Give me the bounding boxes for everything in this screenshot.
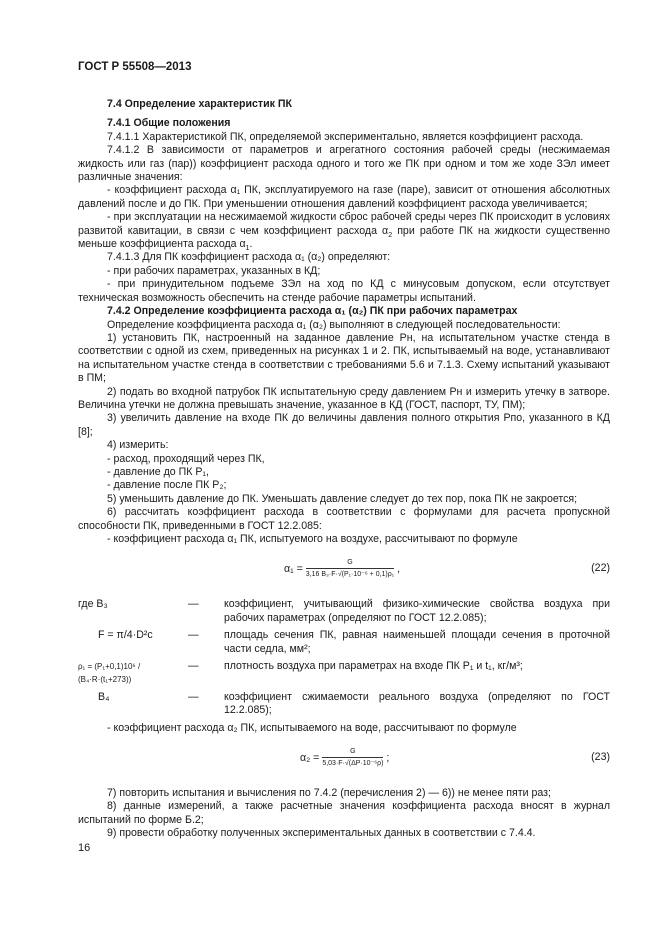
section-7-4-1-title: 7.4.1 Общие положения [107,117,231,130]
bullet-liquid: - при эксплуатации на несжимаемой жидкости сброс рабочей среды через ПК происходит в условиях развитой кавитации, в связи с чем коэффициент расхода $\alpha_2$ при работе ПК на жидкости существенно меньше коэффициента расхода $\alpha_1$. [78,211,610,253]
measure-flow: - расход, проходящий через ПК, [107,452,265,465]
equation-23 [78,745,610,779]
definition-f-text: площадь сечения ПК, равная наименьшей площади сечения в проточной части седла, мм²; [224,629,610,655]
measure-p1: - давление до ПК Р₁, [107,465,209,478]
definition-rho1 [78,660,610,687]
equation-23-tail: ; [386,751,390,764]
equation-22-denominator: 3,16 B₃·F·√(P₁·10⁻⁶ + 0,1)ρ₁ [305,571,395,579]
paragraph-7-4-1-2: 7.4.1.2 В зависимости от параметров и агрегатного состояния рабочей среды (несжимаемая жидкость или газ (пар)) коэффициент расхода одного и того же ПК при одном и том же ходе ЗЭл имеет различные значения: [78,144,610,184]
step-4: 4) измерить: [107,439,169,452]
equation-22-numerator: G [306,558,394,569]
equation-22-fraction [306,558,394,580]
equation-23-lhs: α₂ = [300,751,320,764]
step-6: 6) рассчитать коэффициент расхода в соответствии с формулами для расчета пропускной способности ПК, приведенными в ГОСТ 12.2.085: [78,506,610,532]
step-3: 3) увеличить давление на входе ПК до величины давления полного открытия Рпо, указанного в КД [8]; [78,412,610,438]
equation-23-numerator: G [322,747,383,758]
step-9: 9) провести обработку полученных экспериментальных данных в соответствии с 7.4.4. [107,827,536,840]
section-7-4-2-title: 7.4.2 Определение коэффициента расхода α₁ (α₂) ПК при рабочих параметрах [107,305,518,318]
definition-b4-text: коэффициент сжимаемости реального воздуха (определяют по ГОСТ 12.2.085); [224,690,610,717]
water-coefficient-text: - коэффициент расхода α₂ ПК, испытываемого на воде, рассчитывают по формуле [107,721,517,734]
paragraph-7-4-1-3: 7.4.1.3 Для ПК коэффициент расхода α₁ (α₂) определяют: [107,251,391,264]
symbol-b3: где B₃ [78,598,108,611]
definition-dash: — [188,598,199,611]
step-8: 8) данные измерений, а также расчетные значения коэффициента расхода вносят в журнал испытаний по форме Б.2; [78,800,610,826]
equation-22-lhs: α₁ = [284,563,303,576]
equation-22-tail: , [397,563,401,576]
step-5: 5) уменьшить давление до ПК. Уменьшать давление следует до тех пор, пока ПК не закроется; [107,492,578,505]
document-code-header: ГОСТ Р 55508—2013 [78,61,192,73]
variable-definitions [78,598,610,717]
equation-23-number: (23) [591,751,610,764]
definition-rho1-text: плотность воздуха при параметрах на входе ПК P₁ и t₁, кг/м³; [224,660,523,673]
bullet-gas: - коэффициент расхода α₁ ПК, эксплуатируемого на газе (паре), зависит от отношения абсолютных давлений после и до ПК. При уменьшении отношения давлений коэффициент расхода увеличивается; [78,184,610,210]
step-1: 1) установить ПК, настроенный на заданное давление Рн, на испытательном участке стенда в соответствии с одной из схем, приведенных на рисунках 1 и 2. ПК, испытываемый на воде, устанавливают на испытательном участке стенда в соответствии с требованиями 5.6 и 7.1.3. Схему испытаний указывают в ПМ; [78,331,610,385]
bullet-working-params: - при рабочих параметрах, указанных в КД; [107,264,321,277]
definition-dash: — [188,690,199,703]
page-number: 16 [78,842,91,854]
definition-dash: — [188,660,199,673]
equation-22 [78,556,610,590]
step-7: 7) повторить испытания и вычисления по 7.4.2 (перечисления 2) — 6)) не менее пяти раз; [107,787,551,800]
page-body [78,92,610,841]
equation-23-denominator: 5,03·F·√(ΔP·10⁻⁶ρ) [322,760,384,768]
definition-b3 [78,598,610,625]
definition-f [78,629,610,656]
equation-23-body [300,747,389,769]
definition-b3-text: коэффициент, учитывающий физико-химические свойства воздуха при рабочих параметрах (определяют по ГОСТ 12.2.085); [224,598,610,624]
equation-22-number: (22) [591,562,610,575]
equation-23-fraction [322,747,383,769]
definition-dash: — [188,629,199,642]
measure-p2: - давление после ПК Р₂; [107,479,227,492]
definition-b4 [78,691,610,718]
step-2: 2) подать во входной патрубок ПК испытательную среду давлением Рн и измерить утечку в затворе. Величина утечки не должна превышать значение, указанное в КД (ГОСТ, паспорт, ТУ, ПМ); [78,385,610,411]
air-coefficient-text: - коэффициент расхода α₁ ПК, испытуемого на воздухе, рассчитывают по формуле [107,533,518,545]
symbol-f: F = π/4·D²c [98,629,153,642]
bullet-forced-lift: - при принудительном подъеме ЗЭл на ход по КД с минусовым допуском, если отсутствует техническая возможность обеспечить на стенде рабочие параметры испытаний. [78,278,610,304]
section-7-4-title: 7.4 Определение характеристик ПК [107,98,292,110]
equation-22-body [284,558,400,580]
sequence-intro: Определение коэффициента расхода α₁ (α₂) выполняют в следующей последовательности: [107,318,561,331]
symbol-rho1: ρ₁ = (P₁+0,1)10⁶ / (B₄·R·(t₁+273)) [78,662,141,685]
symbol-b4: B₄ [98,690,110,703]
paragraph-7-4-1-1: 7.4.1.1 Характеристикой ПК, определяемой экспериментально, является коэффициент расхода. [107,130,584,143]
